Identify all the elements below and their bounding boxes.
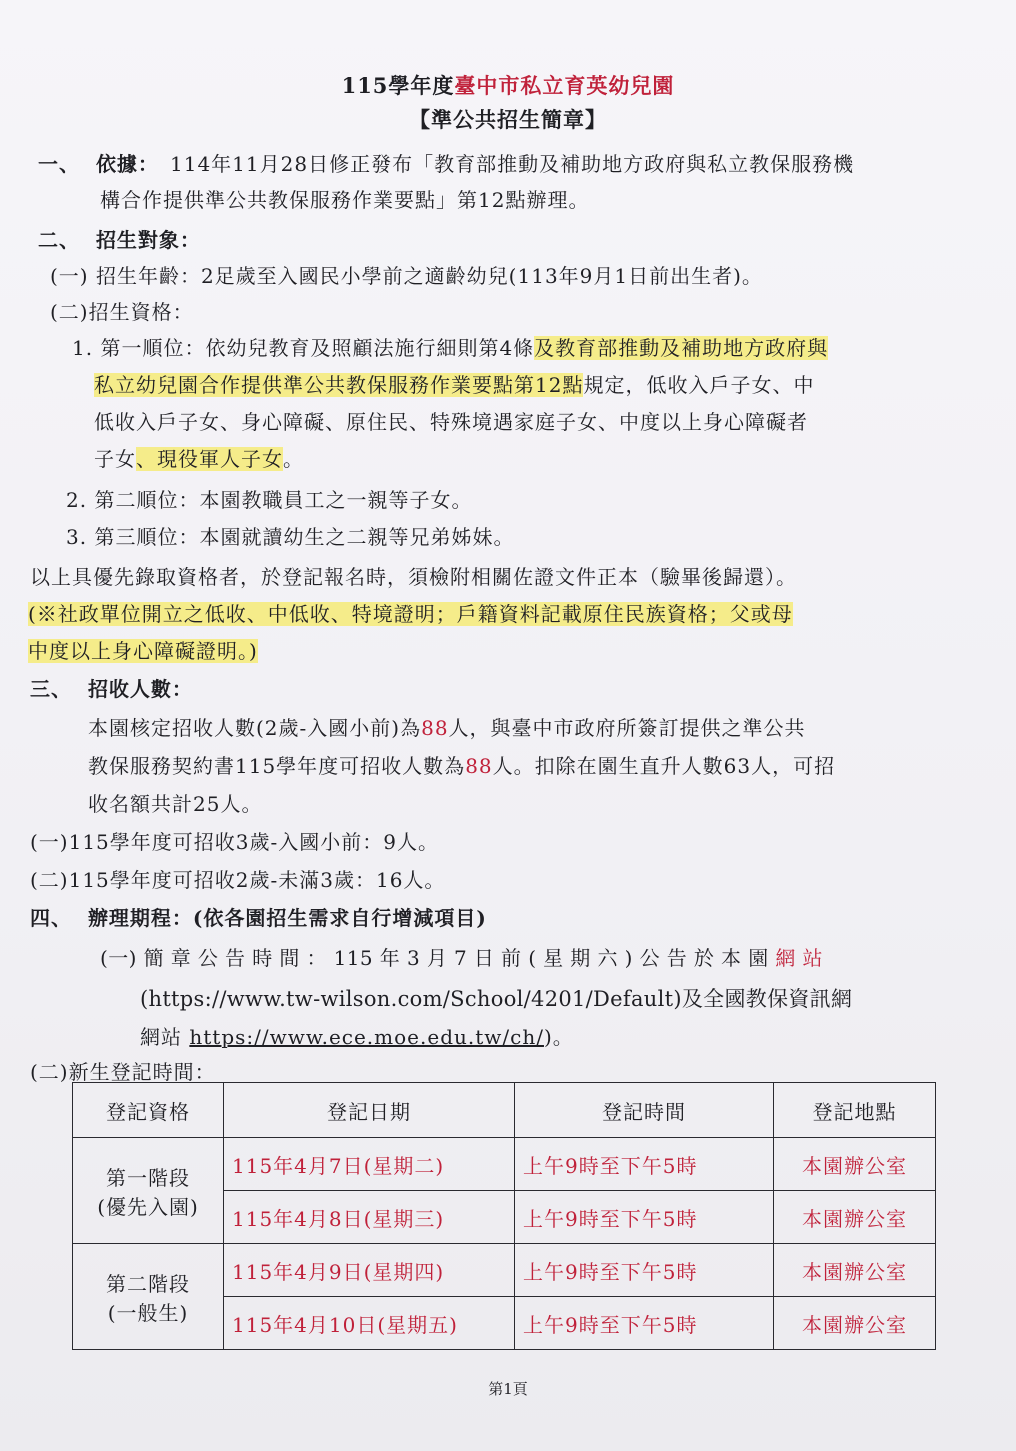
registration-time-label: (二)新生登記時間：: [30, 1060, 216, 1084]
priority1-text-a: 1. 第一順位：依幼兒教育及照顧法施行細則第4條: [72, 336, 535, 360]
priority1-line4: [94, 443, 304, 472]
priority3: 3. 第三順位：本園就讀幼生之二親等兄弟姊妹。: [66, 525, 515, 549]
announcement-line3: [140, 1021, 574, 1050]
announcement-text-c: 網站: [140, 1025, 190, 1049]
header-time: 登記時間: [515, 1083, 774, 1138]
title-year: 115學年度: [341, 73, 455, 98]
row2-date: 115年4月8日(星期三): [224, 1191, 515, 1244]
proof-note-highlight2: 中度以上身心障礙證明。): [28, 639, 258, 663]
section1-line1: 114年11月28日修正發布「教育部推動及補助地方政府與私立教保服務機: [170, 152, 855, 176]
proof-note-highlight1: (※社政單位開立之低收、中低收、特境證明；戶籍資料記載原住民族資格；父或母: [28, 602, 793, 626]
school-website-label: 網 站: [775, 946, 823, 970]
section4-heading: [30, 902, 487, 931]
document-subtitle: 【準公共招生簡章】: [409, 107, 607, 132]
priority-note: 以上具優先錄取資格者，於登記報名時，須檢附相關佐證文件正本（驗畢後歸還）。: [30, 565, 797, 589]
row2-time: 上午9時至下午5時: [515, 1191, 774, 1244]
section2-label: 招生對象：: [95, 228, 201, 252]
row4-time: 上午9時至下午5時: [515, 1297, 774, 1350]
section2-heading: [38, 224, 201, 253]
capacity-line3: 收名額共計25人。: [88, 792, 263, 816]
section3-heading: [30, 673, 193, 702]
title-school-name: 臺中市私立育英幼兒園: [454, 73, 675, 98]
header-date: 登記日期: [224, 1083, 515, 1138]
capacity-age2: (二)115學年度可招收2歲-未滿3歲：16人。: [30, 868, 446, 892]
capacity-text-b: 人，與臺中市政府所簽訂提供之準公共: [448, 716, 806, 740]
stage2-label: 第二階段: [106, 1271, 190, 1296]
section3-label: 招收人數：: [87, 677, 193, 701]
section2-number: 二、: [38, 228, 80, 252]
announcement-line2: (https://www.tw-wilson.com/School/4201/Default)及全國教保資訊網: [140, 987, 853, 1011]
stage2-cell: [73, 1244, 224, 1350]
stage1-cell: [73, 1138, 224, 1244]
capacity-text-d: 人。扣除在園生直升人數63人，可招: [492, 754, 836, 778]
priority1-highlight1: 及教育部推動及補助地方政府與: [534, 336, 829, 360]
capacity-line1: [88, 712, 806, 741]
ece-website-link[interactable]: https://www.ece.moe.edu.tw/ch/: [189, 1025, 544, 1049]
stage1-label: 第一階段: [106, 1165, 190, 1190]
row1-date: 115年4月7日(星期二): [224, 1138, 515, 1191]
page-number: 第1頁: [488, 1380, 528, 1398]
row2-place: 本園辦公室: [774, 1191, 936, 1244]
announcement-text: (一) 簡 章 公 告 時 間 ： 115 年 3 月 7 日 前 ( 星 期 六 ) 公 告 於 本 園: [100, 946, 776, 970]
qualification-label: (二)招生資格：: [50, 300, 194, 324]
stage1-sublabel: (優先入園): [97, 1194, 199, 1219]
proof-note-line1: [28, 598, 793, 627]
table-row: [73, 1244, 936, 1297]
section1-line2: 構合作提供準公共教保服務作業要點」第12點辦理。: [100, 188, 590, 212]
priority1-text-d: 子女: [94, 447, 136, 471]
priority1-text-e: 。: [283, 447, 304, 471]
section4-number: 四、: [30, 906, 72, 930]
row1-place: 本園辦公室: [774, 1138, 936, 1191]
enrollment-age: (一) 招生年齡：2足歲至入國民小學前之適齡幼兒(113年9月1日前出生者)。: [50, 264, 763, 288]
section1-heading: [38, 148, 159, 177]
capacity-text-c: 教保服務契約書115學年度可招收人數為: [88, 754, 466, 778]
header-location: 登記地點: [774, 1083, 936, 1138]
proof-note-line2: [28, 635, 258, 664]
row3-place: 本園辦公室: [774, 1244, 936, 1297]
announcement-line1: [100, 942, 823, 971]
document-title: [0, 70, 1016, 100]
section1-label: 依據：: [95, 152, 159, 176]
priority1-line2: [94, 369, 814, 398]
row3-time: 上午9時至下午5時: [515, 1244, 774, 1297]
capacity-number-contract: 88: [465, 754, 493, 778]
table-header-row: [73, 1083, 936, 1138]
row3-date: 115年4月9日(星期四): [224, 1244, 515, 1297]
section1-number: 一、: [38, 152, 80, 176]
row4-date: 115年4月10日(星期五): [224, 1297, 515, 1350]
announcement-text-d: )。: [543, 1025, 574, 1049]
header-qualification: 登記資格: [73, 1083, 224, 1138]
capacity-text-a: 本園核定招收人數(2歲-入國小前)為: [88, 716, 422, 740]
stage2-sublabel: (一般生): [107, 1300, 189, 1325]
priority1-highlight2: 私立幼兒園合作提供準公共教保服務作業要點第12點: [94, 373, 584, 397]
table-row: [73, 1138, 936, 1191]
capacity-age3: (一)115學年度可招收3歲-入國小前：9人。: [30, 830, 439, 854]
row4-place: 本園辦公室: [774, 1297, 936, 1350]
priority1-line3: 低收入戶子女、身心障礙、原住民、特殊境遇家庭子女、中度以上身心障礙者: [94, 410, 808, 434]
capacity-number-approved: 88: [421, 716, 449, 740]
priority2: 2. 第二順位：本園教職員工之一親等子女。: [66, 488, 473, 512]
priority1-highlight3: 、現役軍人子女: [136, 447, 283, 471]
priority1-text-b: 規定，低收入戶子女、中: [583, 373, 815, 397]
row1-time: 上午9時至下午5時: [515, 1138, 774, 1191]
capacity-line2: [88, 750, 835, 779]
section3-number: 三、: [30, 677, 72, 701]
priority1-line1: [72, 332, 828, 361]
registration-table: [72, 1082, 936, 1350]
section4-label: 辦理期程：(依各園招生需求自行增減項目): [87, 906, 487, 930]
